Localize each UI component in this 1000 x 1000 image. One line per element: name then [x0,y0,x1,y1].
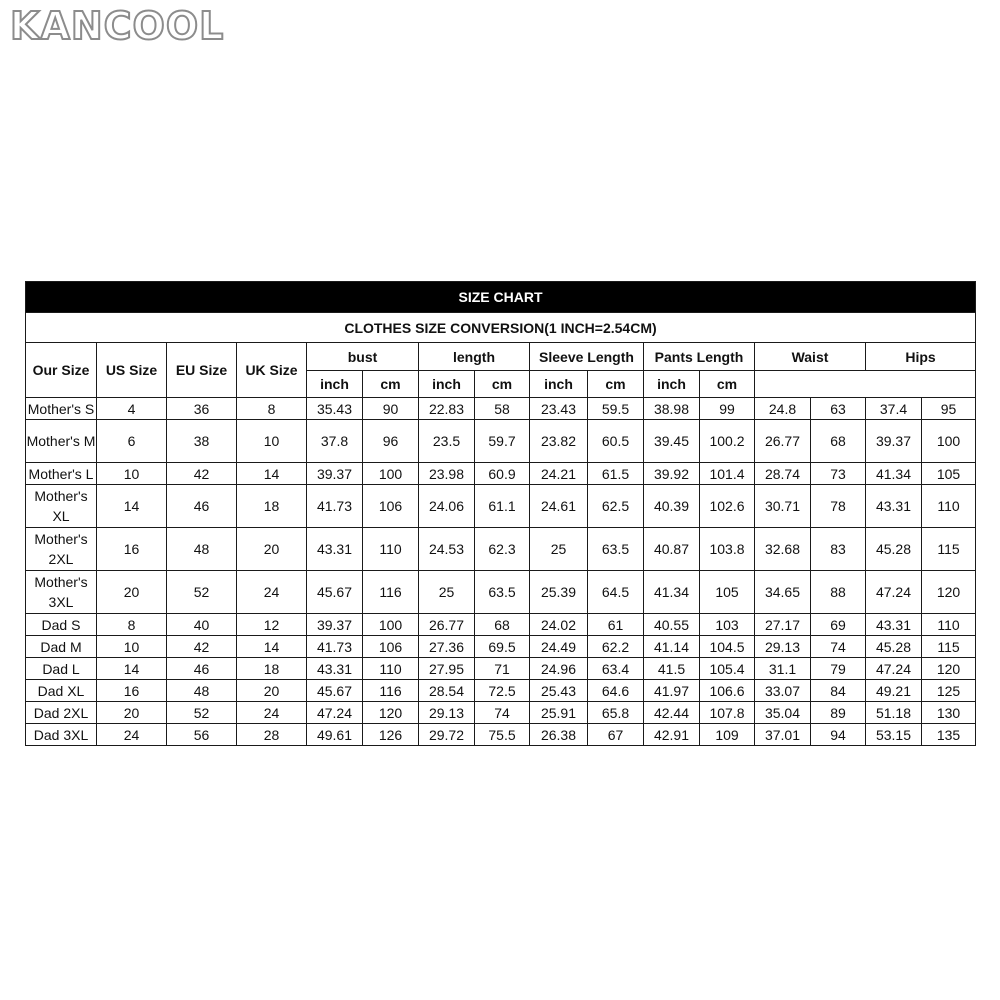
unit-length-cm: cm [475,371,530,398]
pants-cm-cell: 103.8 [700,528,755,571]
hips-cm-cell: 110 [922,485,976,528]
header-hips: Hips [866,343,976,371]
waist-inch-cell: 26.77 [755,420,811,463]
length-cm-cell: 62.3 [475,528,530,571]
eu-size-cell: 52 [167,571,237,614]
bust-inch-cell: 41.73 [307,485,363,528]
unit-bust-inch: inch [307,371,363,398]
unit-length-inch: inch [419,371,475,398]
size-name-cell: Dad L [26,658,97,680]
header-length: length [419,343,530,371]
eu-size-cell: 38 [167,420,237,463]
length-inch-cell: 29.72 [419,724,475,746]
length-inch-cell: 23.98 [419,463,475,485]
pants-inch-cell: 39.45 [644,420,700,463]
length-cm-cell: 60.9 [475,463,530,485]
bust-cm-cell: 110 [363,528,419,571]
header-uk-size: UK Size [237,343,307,398]
waist-inch-cell: 28.74 [755,463,811,485]
waist-cm-cell: 69 [811,614,866,636]
sleeve-inch-cell: 24.61 [530,485,588,528]
waist-cm-cell: 84 [811,680,866,702]
pants-cm-cell: 106.6 [700,680,755,702]
size-name-cell: Mother's 3XL [26,571,97,614]
pants-cm-cell: 109 [700,724,755,746]
us-size-cell: 16 [97,528,167,571]
bust-cm-cell: 116 [363,680,419,702]
size-name-cell: Dad 3XL [26,724,97,746]
waist-cm-cell: 68 [811,420,866,463]
sleeve-cm-cell: 65.8 [588,702,644,724]
unit-sleeve-inch: inch [530,371,588,398]
length-cm-cell: 71 [475,658,530,680]
bust-cm-cell: 90 [363,398,419,420]
brand-logo: KANCOOL [10,4,225,48]
sleeve-cm-cell: 61.5 [588,463,644,485]
hips-inch-cell: 47.24 [866,571,922,614]
table-row [26,614,976,636]
sleeve-inch-cell: 24.21 [530,463,588,485]
length-inch-cell: 24.06 [419,485,475,528]
waist-inch-cell: 30.71 [755,485,811,528]
us-size-cell: 6 [97,420,167,463]
sleeve-inch-cell: 23.43 [530,398,588,420]
bust-cm-cell: 96 [363,420,419,463]
eu-size-cell: 36 [167,398,237,420]
pants-cm-cell: 103 [700,614,755,636]
hips-cm-cell: 105 [922,463,976,485]
length-inch-cell: 24.53 [419,528,475,571]
sleeve-cm-cell: 59.5 [588,398,644,420]
us-size-cell: 20 [97,571,167,614]
unit-row-blank [755,371,976,398]
pants-inch-cell: 40.87 [644,528,700,571]
pants-inch-cell: 39.92 [644,463,700,485]
us-size-cell: 10 [97,636,167,658]
unit-pants-cm: cm [700,371,755,398]
waist-inch-cell: 37.01 [755,724,811,746]
length-cm-cell: 61.1 [475,485,530,528]
waist-inch-cell: 32.68 [755,528,811,571]
pants-inch-cell: 40.55 [644,614,700,636]
sleeve-inch-cell: 25 [530,528,588,571]
eu-size-cell: 42 [167,463,237,485]
sleeve-inch-cell: 24.49 [530,636,588,658]
length-inch-cell: 23.5 [419,420,475,463]
pants-cm-cell: 105.4 [700,658,755,680]
eu-size-cell: 40 [167,614,237,636]
uk-size-cell: 14 [237,636,307,658]
length-inch-cell: 26.77 [419,614,475,636]
length-cm-cell: 74 [475,702,530,724]
pants-cm-cell: 104.5 [700,636,755,658]
size-name-cell: Dad XL [26,680,97,702]
bust-inch-cell: 45.67 [307,680,363,702]
size-name-cell: Mother's L [26,463,97,485]
waist-cm-cell: 79 [811,658,866,680]
sleeve-cm-cell: 63.5 [588,528,644,571]
sleeve-inch-cell: 25.39 [530,571,588,614]
length-inch-cell: 25 [419,571,475,614]
us-size-cell: 4 [97,398,167,420]
table-row [26,485,976,528]
bust-inch-cell: 41.73 [307,636,363,658]
header-sleeve-length: Sleeve Length [530,343,644,371]
length-inch-cell: 29.13 [419,702,475,724]
waist-cm-cell: 74 [811,636,866,658]
pants-cm-cell: 100.2 [700,420,755,463]
pants-cm-cell: 102.6 [700,485,755,528]
length-cm-cell: 72.5 [475,680,530,702]
hips-inch-cell: 43.31 [866,485,922,528]
us-size-cell: 14 [97,485,167,528]
table-row [26,463,976,485]
waist-cm-cell: 73 [811,463,866,485]
sleeve-cm-cell: 62.5 [588,485,644,528]
sleeve-inch-cell: 25.91 [530,702,588,724]
pants-cm-cell: 99 [700,398,755,420]
size-name-cell: Dad 2XL [26,702,97,724]
uk-size-cell: 14 [237,463,307,485]
pants-inch-cell: 41.14 [644,636,700,658]
hips-cm-cell: 115 [922,528,976,571]
bust-inch-cell: 47.24 [307,702,363,724]
size-chart-title: SIZE CHART [26,282,976,313]
eu-size-cell: 56 [167,724,237,746]
pants-inch-cell: 42.91 [644,724,700,746]
eu-size-cell: 42 [167,636,237,658]
length-cm-cell: 75.5 [475,724,530,746]
waist-inch-cell: 35.04 [755,702,811,724]
header-waist: Waist [755,343,866,371]
size-name-cell: Mother's M [26,420,97,463]
waist-inch-cell: 33.07 [755,680,811,702]
sleeve-inch-cell: 24.02 [530,614,588,636]
length-inch-cell: 22.83 [419,398,475,420]
length-cm-cell: 59.7 [475,420,530,463]
waist-inch-cell: 24.8 [755,398,811,420]
bust-cm-cell: 100 [363,463,419,485]
pants-inch-cell: 40.39 [644,485,700,528]
eu-size-cell: 48 [167,528,237,571]
header-bust: bust [307,343,419,371]
bust-cm-cell: 106 [363,636,419,658]
uk-size-cell: 20 [237,528,307,571]
table-row [26,724,976,746]
waist-inch-cell: 34.65 [755,571,811,614]
bust-cm-cell: 106 [363,485,419,528]
table-row [26,398,976,420]
hips-cm-cell: 115 [922,636,976,658]
hips-cm-cell: 110 [922,614,976,636]
bust-inch-cell: 49.61 [307,724,363,746]
hips-inch-cell: 51.18 [866,702,922,724]
waist-cm-cell: 78 [811,485,866,528]
us-size-cell: 10 [97,463,167,485]
bust-cm-cell: 126 [363,724,419,746]
table-row [26,680,976,702]
hips-inch-cell: 53.15 [866,724,922,746]
hips-cm-cell: 120 [922,571,976,614]
hips-cm-cell: 130 [922,702,976,724]
hips-cm-cell: 95 [922,398,976,420]
uk-size-cell: 20 [237,680,307,702]
hips-inch-cell: 45.28 [866,528,922,571]
eu-size-cell: 48 [167,680,237,702]
uk-size-cell: 24 [237,702,307,724]
unit-bust-cm: cm [363,371,419,398]
sleeve-cm-cell: 61 [588,614,644,636]
length-inch-cell: 27.36 [419,636,475,658]
waist-inch-cell: 27.17 [755,614,811,636]
hips-cm-cell: 100 [922,420,976,463]
pants-cm-cell: 105 [700,571,755,614]
sleeve-cm-cell: 60.5 [588,420,644,463]
hips-inch-cell: 45.28 [866,636,922,658]
conversion-note: CLOTHES SIZE CONVERSION(1 INCH=2.54CM) [26,313,976,343]
table-row [26,528,976,571]
table-row [26,571,976,614]
length-cm-cell: 68 [475,614,530,636]
sleeve-inch-cell: 25.43 [530,680,588,702]
size-name-cell: Mother's 2XL [26,528,97,571]
us-size-cell: 14 [97,658,167,680]
hips-inch-cell: 43.31 [866,614,922,636]
pants-inch-cell: 41.34 [644,571,700,614]
bust-inch-cell: 39.37 [307,614,363,636]
pants-cm-cell: 107.8 [700,702,755,724]
length-inch-cell: 28.54 [419,680,475,702]
sleeve-inch-cell: 24.96 [530,658,588,680]
sleeve-cm-cell: 64.5 [588,571,644,614]
header-our-size: Our Size [26,343,97,398]
uk-size-cell: 8 [237,398,307,420]
bust-inch-cell: 43.31 [307,528,363,571]
pants-inch-cell: 41.97 [644,680,700,702]
us-size-cell: 20 [97,702,167,724]
table-row [26,636,976,658]
waist-cm-cell: 63 [811,398,866,420]
length-inch-cell: 27.95 [419,658,475,680]
waist-inch-cell: 29.13 [755,636,811,658]
eu-size-cell: 52 [167,702,237,724]
pants-inch-cell: 42.44 [644,702,700,724]
sleeve-inch-cell: 23.82 [530,420,588,463]
length-cm-cell: 69.5 [475,636,530,658]
uk-size-cell: 18 [237,658,307,680]
unit-pants-inch: inch [644,371,700,398]
unit-sleeve-cm: cm [588,371,644,398]
length-cm-cell: 63.5 [475,571,530,614]
sleeve-cm-cell: 64.6 [588,680,644,702]
pants-inch-cell: 38.98 [644,398,700,420]
uk-size-cell: 12 [237,614,307,636]
us-size-cell: 16 [97,680,167,702]
us-size-cell: 24 [97,724,167,746]
waist-cm-cell: 94 [811,724,866,746]
eu-size-cell: 46 [167,658,237,680]
size-name-cell: Dad S [26,614,97,636]
waist-cm-cell: 83 [811,528,866,571]
bust-inch-cell: 43.31 [307,658,363,680]
hips-inch-cell: 39.37 [866,420,922,463]
size-name-cell: Mother's XL [26,485,97,528]
bust-cm-cell: 100 [363,614,419,636]
hips-inch-cell: 49.21 [866,680,922,702]
table-row [26,702,976,724]
us-size-cell: 8 [97,614,167,636]
uk-size-cell: 24 [237,571,307,614]
table-row [26,658,976,680]
header-us-size: US Size [97,343,167,398]
bust-inch-cell: 37.8 [307,420,363,463]
waist-cm-cell: 88 [811,571,866,614]
uk-size-cell: 28 [237,724,307,746]
hips-inch-cell: 37.4 [866,398,922,420]
sleeve-cm-cell: 63.4 [588,658,644,680]
header-eu-size: EU Size [167,343,237,398]
table-row [26,420,976,463]
waist-inch-cell: 31.1 [755,658,811,680]
hips-cm-cell: 135 [922,724,976,746]
size-name-cell: Mother's S [26,398,97,420]
pants-inch-cell: 41.5 [644,658,700,680]
sleeve-cm-cell: 67 [588,724,644,746]
eu-size-cell: 46 [167,485,237,528]
sleeve-cm-cell: 62.2 [588,636,644,658]
length-cm-cell: 58 [475,398,530,420]
hips-cm-cell: 120 [922,658,976,680]
size-name-cell: Dad M [26,636,97,658]
bust-inch-cell: 35.43 [307,398,363,420]
uk-size-cell: 18 [237,485,307,528]
hips-cm-cell: 125 [922,680,976,702]
size-chart-table [25,281,976,746]
uk-size-cell: 10 [237,420,307,463]
hips-inch-cell: 41.34 [866,463,922,485]
bust-cm-cell: 110 [363,658,419,680]
sleeve-inch-cell: 26.38 [530,724,588,746]
header-pants-length: Pants Length [644,343,755,371]
bust-inch-cell: 45.67 [307,571,363,614]
bust-inch-cell: 39.37 [307,463,363,485]
waist-cm-cell: 89 [811,702,866,724]
bust-cm-cell: 120 [363,702,419,724]
bust-cm-cell: 116 [363,571,419,614]
pants-cm-cell: 101.4 [700,463,755,485]
hips-inch-cell: 47.24 [866,658,922,680]
